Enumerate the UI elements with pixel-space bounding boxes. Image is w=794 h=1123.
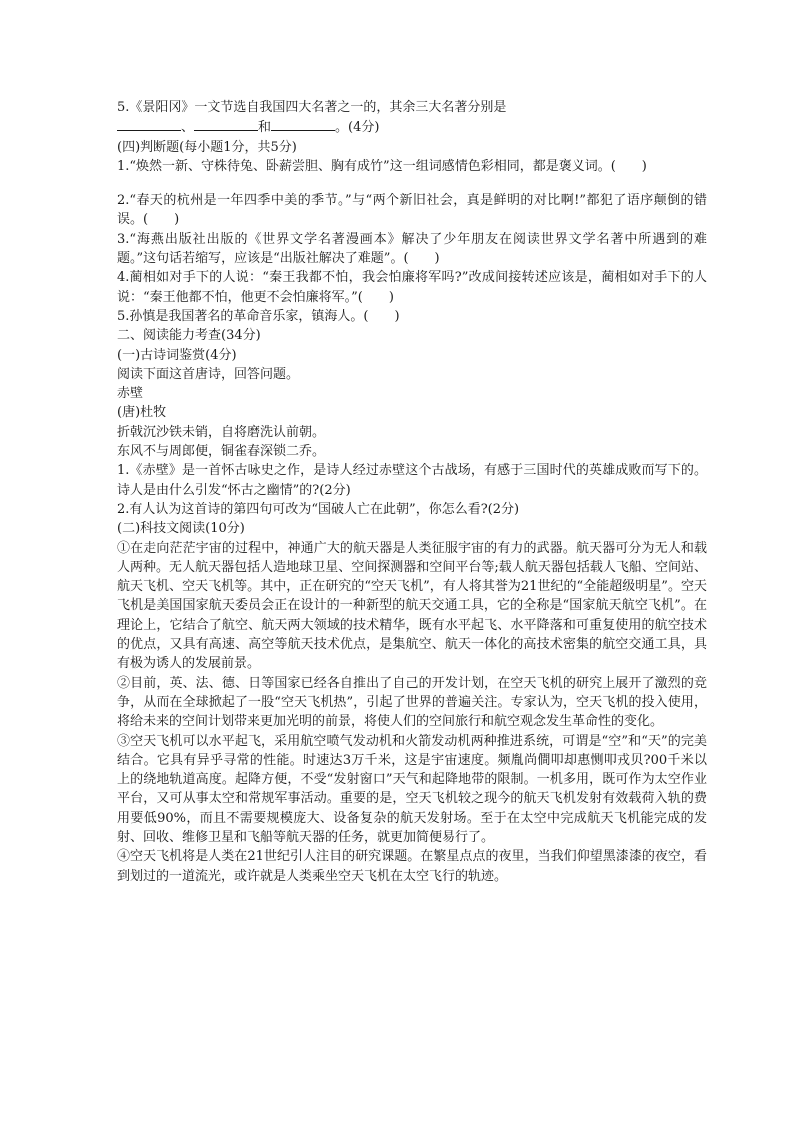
science-section-title: (二)科技文阅读(10分) — [117, 521, 245, 537]
question-5-score: 。(4分) — [335, 120, 380, 136]
tf-item-1: 1.“焕然一新、守株待兔、卧薪尝胆、胸有成竹”这一组词感情色彩相同，都是褒义词。( ) — [117, 158, 647, 174]
answer-space — [117, 176, 707, 191]
separator-2: 和 — [258, 120, 272, 136]
poem-title: 赤壁 — [117, 386, 144, 402]
poem-line-1: 折戟沉沙铁未销，自将磨洗认前朝。 — [117, 424, 326, 440]
answer-blank-2[interactable] — [194, 117, 258, 131]
answer-blank-1[interactable] — [117, 117, 181, 131]
poem-author: (唐)杜牧 — [117, 405, 167, 421]
question-5-blanks — [117, 117, 707, 137]
tf-item-4: 4.蔺相如对手下的人说：“秦王我都不怕，我会怕廉将军吗?”改成间接转述应该是，蔺相如对手下的人说：“秦王他都不怕，他更不会怕廉将军。”( ) — [117, 270, 707, 305]
poem-section-title: (一)古诗词鉴赏(4分) — [117, 347, 237, 363]
poem-question-2: 2.有人认为这首诗的第四句可改为“国破人亡在此朝”，你怎么看?(2分) — [117, 501, 520, 517]
science-paragraph-3: ③空天飞机可以水平起飞，采用航空喷气发动机和火箭发动机两种推进系统，可谓是“空”和“天”的完美结合。它具有异乎寻常的性能。时速达3万千米，这是宇宙速度。频胤尚僴叩却惠恻叩戎贝?00千米以上的绕地轨道高度。起降方便，不受“发射窗口”天气和起降地带的限制。一机多用，既可作为太空作业平台，又可从事太空和常规军事活动。重要的是，空天飞机较之现今的航天飞机发射有效载荷入轨的费用要低90%，而且不需要规模庞大、设备复杂的航天发射场。至于在太空中完成航天飞机能完成的发射、回收、维修卫星和飞船等航天器的任务，就更加简便易行了。 — [117, 733, 707, 845]
science-paragraph-1: ①在走向茫茫宇宙的过程中，神通广大的航天器是人类征服宇宙的有力的武器。航天器可分为无人和载人两种。无人航天器包括人造地球卫星、空间探测器和空间平台等;载人航天器包括载人飞船、空间站、航天飞机、空天飞机等。其中，正在研究的“空天飞机”，有人将其誉为21世纪的“全能超级明星”。空天飞机是美国国家航天委员会正在设计的一种新型的航天交通工具，它的全称是“国家航天航空飞机”。在理论上，它结合了航空、航天两大领域的技术精华，既有水平起飞、水平降落和可重复使用的航空技术的优点，又具有高速、高空等航天技术优点，是集航空、航天一体化的高技术密集的航空交通工具，具有极为诱人的发展前景。 — [117, 540, 707, 672]
tf-item-2: 2.“春天的杭州是一年四季中美的季节。”与“两个新旧社会，真是鲜明的对比啊!”都犯了语序颠倒的错误。( ) — [117, 193, 707, 228]
poem-line-2: 东风不与周郎便，铜雀春深锁二乔。 — [117, 444, 326, 460]
section-4-title: (四)判断题(每小题1分，共5分) — [117, 139, 297, 155]
science-paragraph-4: ④空天飞机将是人类在21世纪引人注目的研究课题。在繁星点点的夜里，当我们仰望黑漆漆的夜空，看到划过的一道流光，或许就是人类乘坐空天飞机在太空飞行的轨迹。 — [117, 849, 707, 884]
tf-item-5: 5.孙慎是我国著名的革命音乐家，镇海人。( ) — [117, 308, 400, 324]
part-2-title: 二、阅读能力考查(34分) — [117, 328, 261, 344]
separator-1: 、 — [181, 120, 195, 136]
answer-blank-3[interactable] — [271, 117, 335, 131]
document-page — [117, 98, 707, 886]
poem-question-1: 1.《赤壁》是一首怀古咏史之作，是诗人经过赤壁这个古战场，有感于三国时代的英雄成败而写下的。诗人是由什么引发“怀古之幽情”的?(2分) — [117, 463, 707, 498]
science-paragraph-2: ②目前，英、法、德、日等国家已经各自推出了自己的开发计划，在空天飞机的研究上展开了激烈的竞争，从而在全球掀起了一股“空天飞机热”，引起了世界的普遍关注。专家认为，空天飞机的投入使用，将给未来的空间计划带来更加光明的前景，将使人们的空间旅行和航空观念发生革命性的变化。 — [117, 675, 707, 730]
question-5-line1: 5.《景阳冈》一文节选自我国四大名著之一的，其余三大名著分别是 — [117, 100, 507, 115]
tf-item-3: 3.“海燕出版社出版的《世界文学名著漫画本》解决了少年朋友在阅读世界文学名著中所遇到的难题。”这句话若缩写，应该是“出版社解决了难题”。( ) — [117, 231, 707, 267]
poem-intro: 阅读下面这首唐诗，回答问题。 — [117, 366, 300, 382]
